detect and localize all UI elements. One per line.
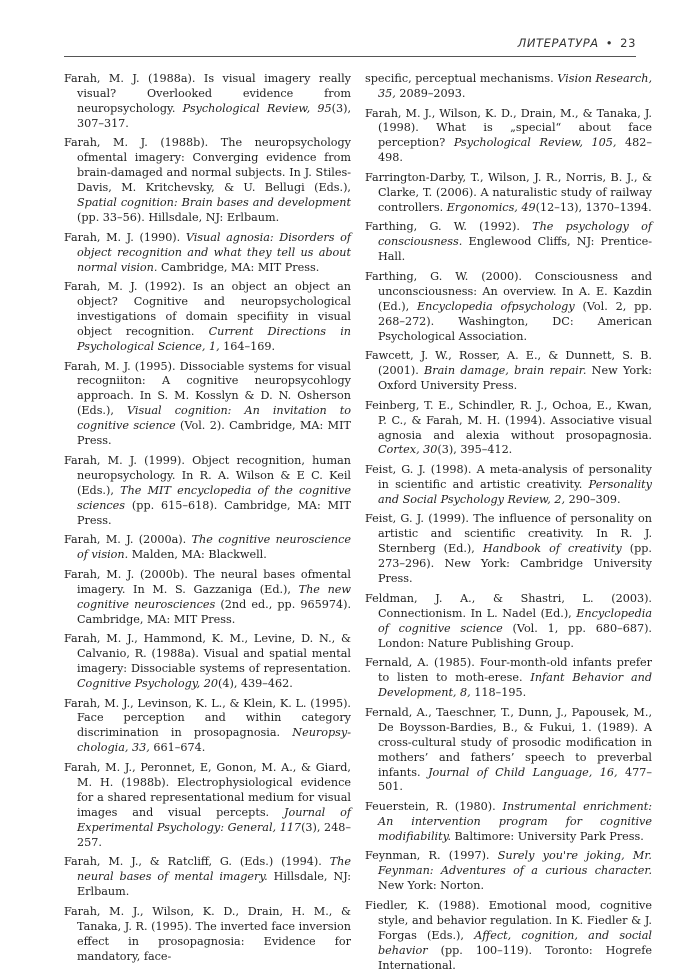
page-number: 23 (620, 36, 636, 50)
reference-italic-segment: Infant Behavior and Development, 8, (378, 671, 652, 700)
reference-text-segment: 661–674. (149, 741, 206, 755)
reference-entry (64, 231, 351, 276)
reference-text-segment: (Vol. 1, pp. 680–687). London: Nature Publishing Group. (378, 621, 652, 650)
reference-text-segment: (3), 248–257. (77, 820, 351, 849)
reference-italic-segment: Psychological Review, 95 (182, 101, 332, 115)
reference-text-segment: New York: Oxford University Press. (378, 364, 652, 393)
reference-text-segment: Feynman, R. (1997). (365, 849, 498, 863)
reference-entry (64, 72, 351, 132)
reference-text-segment: New York: Norton. (378, 879, 485, 893)
reference-entry (64, 568, 351, 628)
reference-text-segment: Farah, M. J., Wilson, K. D., Drain, M., & Tanaka, J. (1998). What is „special“ about face perception? (365, 106, 652, 150)
reference-entry (365, 656, 652, 701)
reference-text-segment: 118–195. (470, 686, 527, 700)
reference-text-segment: Malden, MA: Blackwell. (128, 548, 267, 562)
reference-text-segment: (3), 395–412. (437, 443, 513, 457)
reference-italic-segment: Encyclopedia of cognitive science (378, 606, 652, 635)
reference-italic-segment: Encyclopedia ofpsychology (417, 299, 575, 313)
reference-text-segment: (Vol. 2). Cambridge, MA: MIT Press. (77, 419, 351, 448)
reference-text-segment: Englewood Cliffs, NJ: Prentice-Hall. (378, 235, 652, 264)
reference-text-segment: (Vol. 2, pp. 268–272). Washington, DC: American Psychological Association. (378, 299, 652, 343)
reference-text-segment: (pp. 100–119). Toronto: Hogrefe International. (378, 943, 652, 972)
reference-text-segment: Feist, G. J. (1998). A meta-analysis of personality in scientific and artistic creativity. (365, 463, 652, 491)
reference-text-segment: Hillsdale, NJ: Erlbaum. (77, 870, 351, 899)
reference-entry (64, 632, 351, 692)
reference-text-segment: Feldman, J. A., & Shastri, L. (2003). Connectionism. In L. Nadel (Ed.), (365, 591, 652, 620)
reference-text-segment: Farah, M. J., Peronnet, E, Gonon, M. A., & Giard, M. H. (1988b). Electrophysiological evidence for a shared representational medium for visual images and visual percepts. (64, 760, 351, 819)
reference-text-segment: Farthing, G. W. (2000). Consciousness and unconsciousness: An overview. In A. E. Kazdin (Ed.), (365, 269, 652, 313)
reference-entry (365, 592, 652, 652)
reference-italic-segment: The cognitive neuroscience of vision. (77, 533, 351, 562)
reference-entry (64, 697, 351, 757)
reference-text-segment: (12–13), 1370–1394. (535, 200, 652, 214)
reference-text-segment: Fernald, A., Taeschner, T., Dunn, J., Papousek, M., De Boysson-Bardies, B., & Fukui, 1. (1989). A cross-cultural study of prosodic modification in mothers’ and fathers’ speech to preverbal infants. (365, 705, 652, 779)
reference-text-segment: Feinberg, T. E., Schindler, R. J., Ochoa, E., Kwan, P. C., & Farah, M. H. (1994). Associative visual agnosia and alexia without prosopagnosia. (365, 398, 652, 442)
reference-text-segment: Farah, M. J. (1992). Is an object an object an object? Cognitive and neuropsychological investigations of domain specifiity in visual object recognition. (64, 280, 351, 339)
reference-entry (365, 171, 652, 216)
reference-entry (365, 72, 652, 102)
reference-italic-segment: The MIT encyclopedia of the cognitive sciences (77, 483, 352, 512)
reference-italic-segment: Handbook of creativity (482, 542, 622, 556)
reference-italic-segment: Brain damage, brain repair. (424, 364, 587, 378)
reference-text-segment: Farthing, G. W. (1992). (365, 220, 533, 234)
reference-entry (64, 360, 351, 450)
reference-italic-segment: Vision Research, 35, (378, 72, 652, 100)
reference-entry (365, 512, 652, 587)
left-column (64, 72, 351, 978)
reference-italic-segment: The neural bases of mental imagery. (77, 855, 351, 884)
reference-entry (64, 905, 351, 965)
reference-italic-segment: Ergonomics, 49 (446, 200, 536, 214)
reference-italic-segment: Current Directions in Psychological Science, 1, (77, 325, 351, 353)
reference-text-segment: Farah, M. J., Hammond, K. M., Levine, D. N., & Calvanio, R. (1988a). Visual and spatial mental imagery: Dissociable systems of representation. (64, 632, 351, 676)
reference-italic-segment: Personality and Social Psychology Review, 2, (378, 477, 652, 506)
reference-list (64, 72, 652, 978)
reference-text-segment: (4), 439–462. (217, 676, 293, 690)
reference-entry (64, 855, 351, 900)
reference-entry (365, 463, 652, 508)
reference-entry (365, 899, 652, 974)
reference-italic-segment: Spatial cognition: Brain bases and development (77, 196, 351, 210)
reference-text-segment: Farah, M. J., & Ratcliff, G. (Eds.) (1994). (64, 855, 330, 869)
reference-text-segment: (pp. 33–56). Hillsdale, NJ: Erlbaum. (77, 211, 280, 225)
reference-italic-segment: Surely you're joking, Mr. Feynman: Adventures of a curious character. (378, 849, 652, 878)
reference-text-segment: specific, perceptual mechanisms. (365, 72, 558, 85)
reference-text-segment: Farah, M. J. (1988a). Is visual imagery really visual? Overlooked evidence from neuropsychology. (64, 72, 351, 115)
right-column (365, 72, 652, 978)
running-head-separator: • (605, 36, 614, 50)
reference-text-segment: Cambridge, MA: MIT Press. (157, 260, 320, 274)
reference-italic-segment: Affect, cognition, and social behavior (378, 928, 652, 957)
reference-italic-segment: The psychology of consciousness. (378, 220, 652, 249)
reference-text-segment: Feuerstein, R. (1980). (365, 800, 503, 814)
reference-italic-segment: Journal of Child Language, 16, (428, 765, 618, 779)
reference-italic-segment: Psychological Review, 105, (453, 136, 617, 150)
reference-text-segment: Farah, M. J. (1990). (64, 230, 186, 244)
reference-text-segment: Farah, M. J. (1999). Object recognition, human neuropsychology. In R. A. Wilson & E C. Keil (Eds.), (64, 453, 351, 497)
reference-text-segment: 2089–2093. (395, 86, 466, 100)
reference-text-segment: 290–309. (565, 492, 621, 506)
reference-italic-segment: Visual cognition: An invitation to cognitive science (77, 404, 351, 433)
reference-italic-segment: Cognitive Psychology, 20 (77, 676, 218, 690)
reference-entry (365, 349, 652, 394)
reference-text-segment: (2nd ed., pp. 965974). Cambridge, MA: MIT Press. (77, 597, 352, 626)
reference-text-segment: 164–169. (219, 339, 276, 353)
reference-italic-segment: Visual agnosia: Disorders of object recognition and what they tell us about normal vision. (77, 230, 351, 274)
reference-entry (64, 280, 351, 355)
reference-text-segment: Feist, G. J. (1999). The influence of personality on artistic and scientific creativity. In R. J. Sternberg (Ed.), (365, 512, 652, 556)
reference-text-segment: Farah, M. J., Wilson, K. D., Drain, H. M., & Tanaka, J. R. (1995). The inverted face inversion effect in prosopagnosia: Evidence for mandatory, face- (64, 904, 351, 963)
reference-entry (365, 849, 652, 894)
reference-text-segment: Fawcett, J. W., Rosser, A. E., & Dunnett, S. B. (2001). (365, 349, 652, 378)
reference-entry (365, 399, 652, 459)
reference-italic-segment: The new cognitive neurosciences (77, 582, 351, 611)
reference-italic-segment: Neuropsy-chologia, 33, (77, 726, 351, 755)
reference-entry (365, 800, 652, 845)
reference-italic-segment: Cortex, 30 (378, 443, 438, 457)
reference-text-segment: Farah, M. J. (2000b). The neural bases ofmental imagery. In M. S. Gazzaniga (Ed.), (64, 567, 351, 596)
reference-entry (64, 533, 351, 563)
reference-text-segment: 477–501. (378, 765, 652, 794)
running-head-title: ЛИТЕРАТУРА (517, 36, 599, 50)
reference-entry (365, 107, 652, 167)
reference-text-segment: Farah, M. J. (1988b). The neuropsychology ofmental imagery: Converging evidence from brain-damaged and normal subjects. In J. Stiles-Davis, M. Kritchevsky, & U. Bellugi (Eds.), (64, 136, 351, 195)
reference-text-segment: (pp. 615–618). Cambridge, MA: MIT Press. (77, 498, 351, 527)
reference-entry (365, 706, 652, 796)
reference-text-segment: Baltimore: University Park Press. (451, 829, 644, 843)
reference-entry (365, 220, 652, 265)
reference-entry (64, 136, 351, 226)
reference-italic-segment: Journal of Experimental Psychology: General, 117 (77, 805, 351, 834)
running-head (518, 36, 636, 50)
page-header (64, 36, 636, 57)
reference-entry (365, 270, 652, 345)
reference-text-segment: Fernald, A. (1985). Four-month-old infants prefer to listen to moth-erese. (365, 656, 652, 685)
reference-text-segment: Farah, M. J. (1995). Dissociable systems for visual recogniiton: A cognitive neuropsycohlogy approach. In S. M. Kosslyn & D. N. Osherson (Eds.), (64, 359, 351, 418)
reference-italic-segment: Instrumental enrichment: An intervention program for cognitive modifiability. (378, 800, 652, 843)
reference-text-segment: Fiedler, K. (1988). Emotional mood, cognitive style, and behavior regulation. In K. Fiedler & J. Forgas (Eds.), (365, 898, 652, 942)
reference-entry (64, 761, 351, 851)
reference-text-segment: (pp. 273–296). New York: Cambridge University Press. (378, 542, 652, 586)
reference-text-segment: (3), 307–317. (77, 101, 352, 130)
reference-text-segment: Farah, M. J. (2000a). (64, 533, 192, 547)
reference-text-segment: Farrington-Darby, T., Wilson, J. R., Norris, B. J., & Clarke, T. (2006). A naturalistic study of railway controllers. (365, 170, 652, 214)
reference-entry (64, 454, 351, 529)
reference-text-segment: Farah, M. J., Levinson, K. L., & Klein, K. L. (1995). Face perception and within category discrimination in prosopagnosia. (64, 696, 351, 740)
reference-text-segment: 482–498. (378, 136, 652, 165)
